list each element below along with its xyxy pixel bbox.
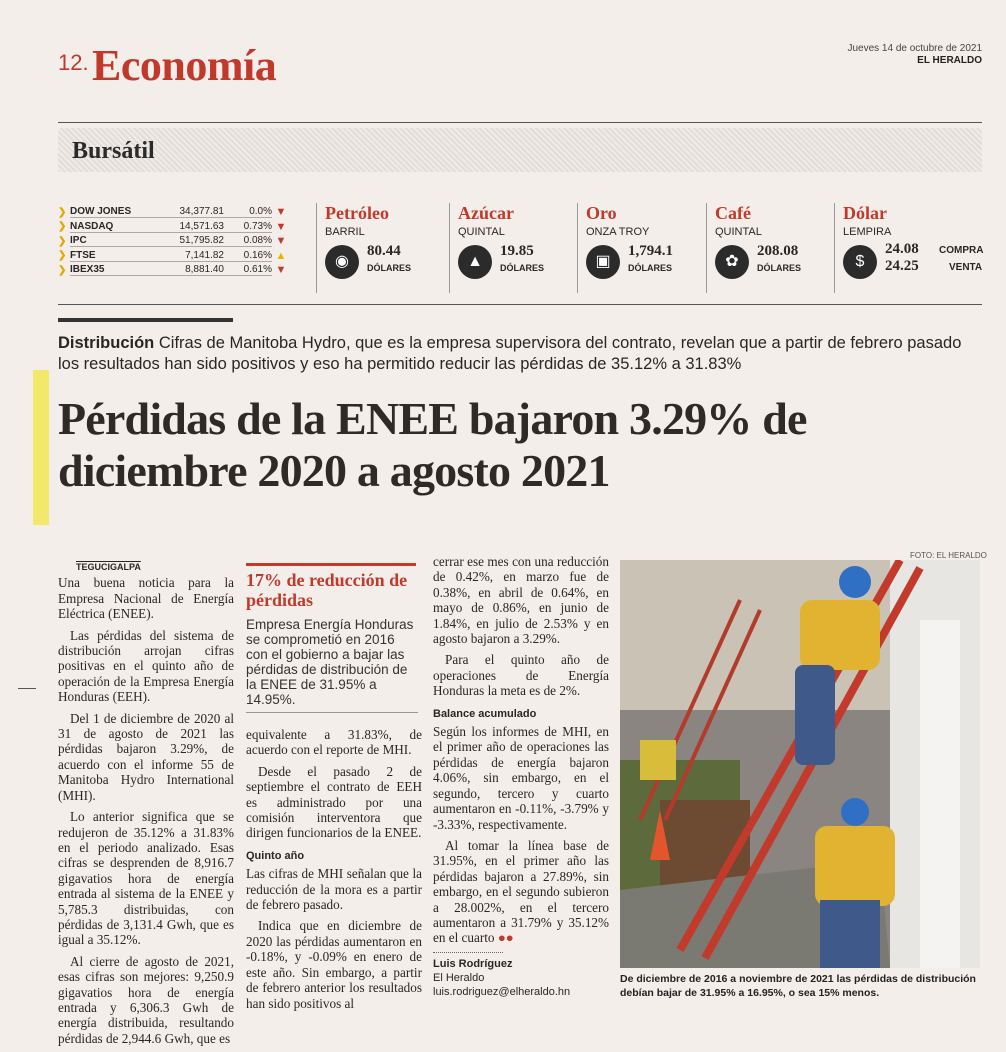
market-divider bbox=[58, 304, 982, 305]
gold-bars-icon: ▣ bbox=[586, 245, 620, 279]
coffee-bean-icon: ✿ bbox=[715, 245, 749, 279]
commodity-currency: DÓLARES bbox=[367, 263, 412, 273]
stock-row bbox=[58, 263, 308, 278]
dollar-sell-price: 24.25 bbox=[885, 258, 919, 274]
commodity-petroleo bbox=[316, 203, 441, 293]
commodity-currency: DÓLARES bbox=[628, 263, 673, 273]
issue-date: Jueves 14 de octubre de 2021 bbox=[847, 43, 982, 54]
paragraph: Del 1 de diciembre de 2020 al 31 de agosto de 2021 las pérdidas bajaron 3.29%, de acuerdo con el informe 55 de Manitoba Hydro International (MHI). bbox=[58, 710, 234, 803]
commodity-price: 80.44 bbox=[367, 243, 401, 259]
paragraph: Las pérdidas del sistema de distribución arrojan cifras positivas en el quinto año de operación de la Empresa Energía Honduras (EEH). bbox=[58, 627, 234, 705]
commodity-cafe bbox=[706, 203, 831, 293]
market-band bbox=[58, 128, 982, 172]
commodity-name: Azúcar bbox=[458, 203, 514, 223]
commodity-currency: DÓLARES bbox=[757, 263, 802, 273]
subhead: Quinto año bbox=[246, 849, 305, 862]
chevron-right-icon: ❯ bbox=[58, 235, 67, 247]
page-number: 12. bbox=[58, 50, 89, 75]
index-name: IBEX35 bbox=[70, 264, 156, 276]
index-value: 8,881.40 bbox=[156, 264, 224, 276]
money-bag-icon: $ bbox=[843, 245, 877, 279]
author-outlet: El Heraldo bbox=[433, 971, 485, 984]
index-name: NASDAQ bbox=[70, 221, 156, 233]
paragraph: Para el quinto año de operaciones de Energía Honduras la meta es de 2%. bbox=[433, 652, 609, 699]
index-name: FTSE bbox=[70, 250, 156, 262]
subhead: Balance acumulado bbox=[433, 707, 537, 720]
down-triangle-icon: ▼ bbox=[275, 235, 287, 248]
commodity-oro bbox=[577, 203, 702, 293]
paragraph: equivalente a 31.83%, de acuerdo con el reporte de MHI. bbox=[246, 727, 422, 758]
commodity-unit: LEMPIRA bbox=[843, 226, 892, 238]
stock-row bbox=[58, 234, 308, 249]
index-value: 34,377.81 bbox=[156, 206, 224, 218]
commodity-unit: QUINTAL bbox=[715, 226, 762, 238]
paragraph: Las cifras de MHI señalan que la reducción de la mora es a partir de febrero pasado. bbox=[246, 866, 422, 913]
commodity-currency: DÓLARES bbox=[500, 263, 545, 273]
commodity-name: Oro bbox=[586, 203, 617, 223]
author-divider bbox=[433, 952, 503, 953]
margin-rule bbox=[18, 688, 36, 689]
commodity-price: 1,794.1 bbox=[628, 243, 673, 259]
stock-row bbox=[58, 205, 308, 220]
kicker-bar bbox=[58, 318, 233, 322]
down-triangle-icon: ▼ bbox=[275, 206, 287, 219]
commodity-azucar bbox=[449, 203, 574, 293]
kicker-label: Distribución bbox=[58, 334, 155, 352]
paragraph: Desde el pasado 2 de septiembre el contrato de EEH es administrado por una comisión interventora que dirigen funcionarios de la ENEE. bbox=[246, 763, 422, 841]
index-value: 51,795.82 bbox=[156, 235, 224, 247]
commodity-price: 208.08 bbox=[757, 243, 799, 259]
oil-barrel-icon: ◉ bbox=[325, 245, 359, 279]
commodity-name: Café bbox=[715, 203, 751, 223]
stock-index-table bbox=[58, 205, 308, 278]
kicker-text: Cifras de Manitoba Hydro, que es la empresa supervisora del contrato, revelan que a partir de febrero pasado los resultados han sido positivos y eso ha permitido reducir las pérdidas de 35.12% a 31.83% bbox=[58, 334, 962, 373]
paragraph: Al tomar la línea base de 31.95%, en el primer año las pérdidas bajaron a 27.89%, sin embargo, en el segundo subieron a 28.002%, en el tercero aumentaron a 31.79% y 35.12% en el cuarto ●● bbox=[433, 837, 609, 946]
kicker bbox=[58, 333, 970, 375]
index-change: 0.16% bbox=[224, 250, 272, 262]
stock-row bbox=[58, 220, 308, 235]
paragraph: cerrar ese mes con una reducción de 0.42%, en marzo fue de 0.38%, en abril de 0.64%, en mayo de 0.86%, en junio de 1.84%, en julio de 2.53% y en agosto bajaron a 3.29%. bbox=[433, 554, 609, 647]
headline: Pérdidas de la ENEE bajaron 3.29% de diciembre 2020 a agosto 2021 bbox=[58, 393, 807, 496]
newspaper-name: EL HERALDO bbox=[917, 55, 982, 66]
sidebar-box-title: 17% de reducción de pérdidas bbox=[246, 570, 408, 610]
dollar-sell-label: VENTA bbox=[949, 262, 983, 273]
header-divider bbox=[58, 122, 982, 123]
chevron-right-icon: ❯ bbox=[58, 250, 67, 262]
author-name: Luis Rodríguez bbox=[433, 957, 513, 970]
commodity-dolar bbox=[834, 203, 984, 293]
paragraph: Una buena noticia para la Empresa Nacional de Energía Eléctrica (ENEE). bbox=[58, 575, 234, 622]
index-value: 14,571.63 bbox=[156, 221, 224, 233]
stock-row bbox=[58, 249, 308, 264]
sugar-bag-icon: ▲ bbox=[458, 245, 492, 279]
commodity-name: Petróleo bbox=[325, 203, 389, 223]
section-title: Economía bbox=[92, 41, 277, 90]
commodity-name: Dólar bbox=[843, 203, 887, 223]
author-email: luis.rodriguez@elheraldo.hn bbox=[433, 985, 571, 998]
marker-highlight bbox=[33, 370, 49, 525]
index-change: 0.61% bbox=[224, 264, 272, 276]
paragraph: Al cierre de agosto de 2021, esas cifras son mejores: 9,250.9 gigavatios hora de energía entrada y 6,306.3 Gwh de energía distribuida, resultando pérdidas de 2,944.6 Gwh, que es bbox=[58, 953, 234, 1046]
index-change: 0.0% bbox=[224, 206, 272, 218]
commodity-unit: QUINTAL bbox=[458, 226, 505, 238]
photo-credit: FOTO: EL HERALDO bbox=[910, 551, 987, 560]
article-column-3 bbox=[433, 554, 609, 999]
index-change: 0.08% bbox=[224, 235, 272, 247]
paragraph: Indica que en diciembre de 2020 las pérdidas aumentaron en -0.18%, y -0.09% en enero de este año. Sin embargo, a partir de febrero anterior los resultados han sido positivos al bbox=[246, 918, 422, 1011]
down-triangle-icon: ▼ bbox=[275, 264, 287, 277]
commodity-price: 19.85 bbox=[500, 243, 534, 259]
sidebar-box-text: Empresa Energía Honduras se comprometió en 2016 con el gobierno a bajar las pérdidas de distribución de la ENEE de 31.95% a 14.95%. bbox=[246, 617, 414, 707]
article-photo bbox=[620, 560, 980, 968]
article-column-1 bbox=[58, 560, 234, 1052]
commodity-unit: BARRIL bbox=[325, 226, 365, 238]
paragraph: Según los informes de MHI, en el primer año de operaciones las pérdidas de energía bajaron 4.06%, sin embargo, en el segundo, tercero y cuarto aumentaron en -0.11%, -3.79% y -3.33%, respectivamente. bbox=[433, 724, 609, 832]
index-value: 7,141.82 bbox=[156, 250, 224, 262]
index-name: DOW JONES bbox=[70, 206, 156, 218]
up-triangle-icon: ▲ bbox=[275, 249, 287, 262]
down-triangle-icon: ▼ bbox=[275, 220, 287, 233]
box-rule bbox=[246, 563, 416, 566]
paragraph: Lo anterior significa que se redujeron de 35.12% a 31.83% en el periodo analizado. Esas cifras se desprenden de 8,916.7 gigavatios hora de energía entrada al sistema de la ENEE y 5,785.3 distribuidas, con pérdidas de 3,131.4 Gwh, que es igual a 35.12%. bbox=[58, 809, 234, 948]
dollar-buy-price: 24.08 bbox=[885, 241, 919, 257]
chevron-right-icon: ❯ bbox=[58, 264, 67, 276]
dollar-buy-label: COMPRA bbox=[939, 245, 984, 256]
index-name: IPC bbox=[70, 235, 156, 247]
dateline: TEGUCIGALPA bbox=[76, 562, 141, 572]
market-title: Bursátil bbox=[72, 138, 155, 164]
box-divider bbox=[246, 712, 418, 713]
commodity-unit: ONZA TROY bbox=[586, 226, 650, 238]
article-column-2 bbox=[246, 727, 422, 1017]
chevron-right-icon: ❯ bbox=[58, 206, 67, 218]
index-change: 0.73% bbox=[224, 221, 272, 233]
photo-caption: De diciembre de 2016 a noviembre de 2021 las pérdidas de distribución debían bajar de 31.95% a 16.95%, o sea 15% menos. bbox=[620, 973, 976, 999]
end-mark-icon: ●● bbox=[497, 930, 514, 946]
chevron-right-icon: ❯ bbox=[58, 221, 67, 233]
